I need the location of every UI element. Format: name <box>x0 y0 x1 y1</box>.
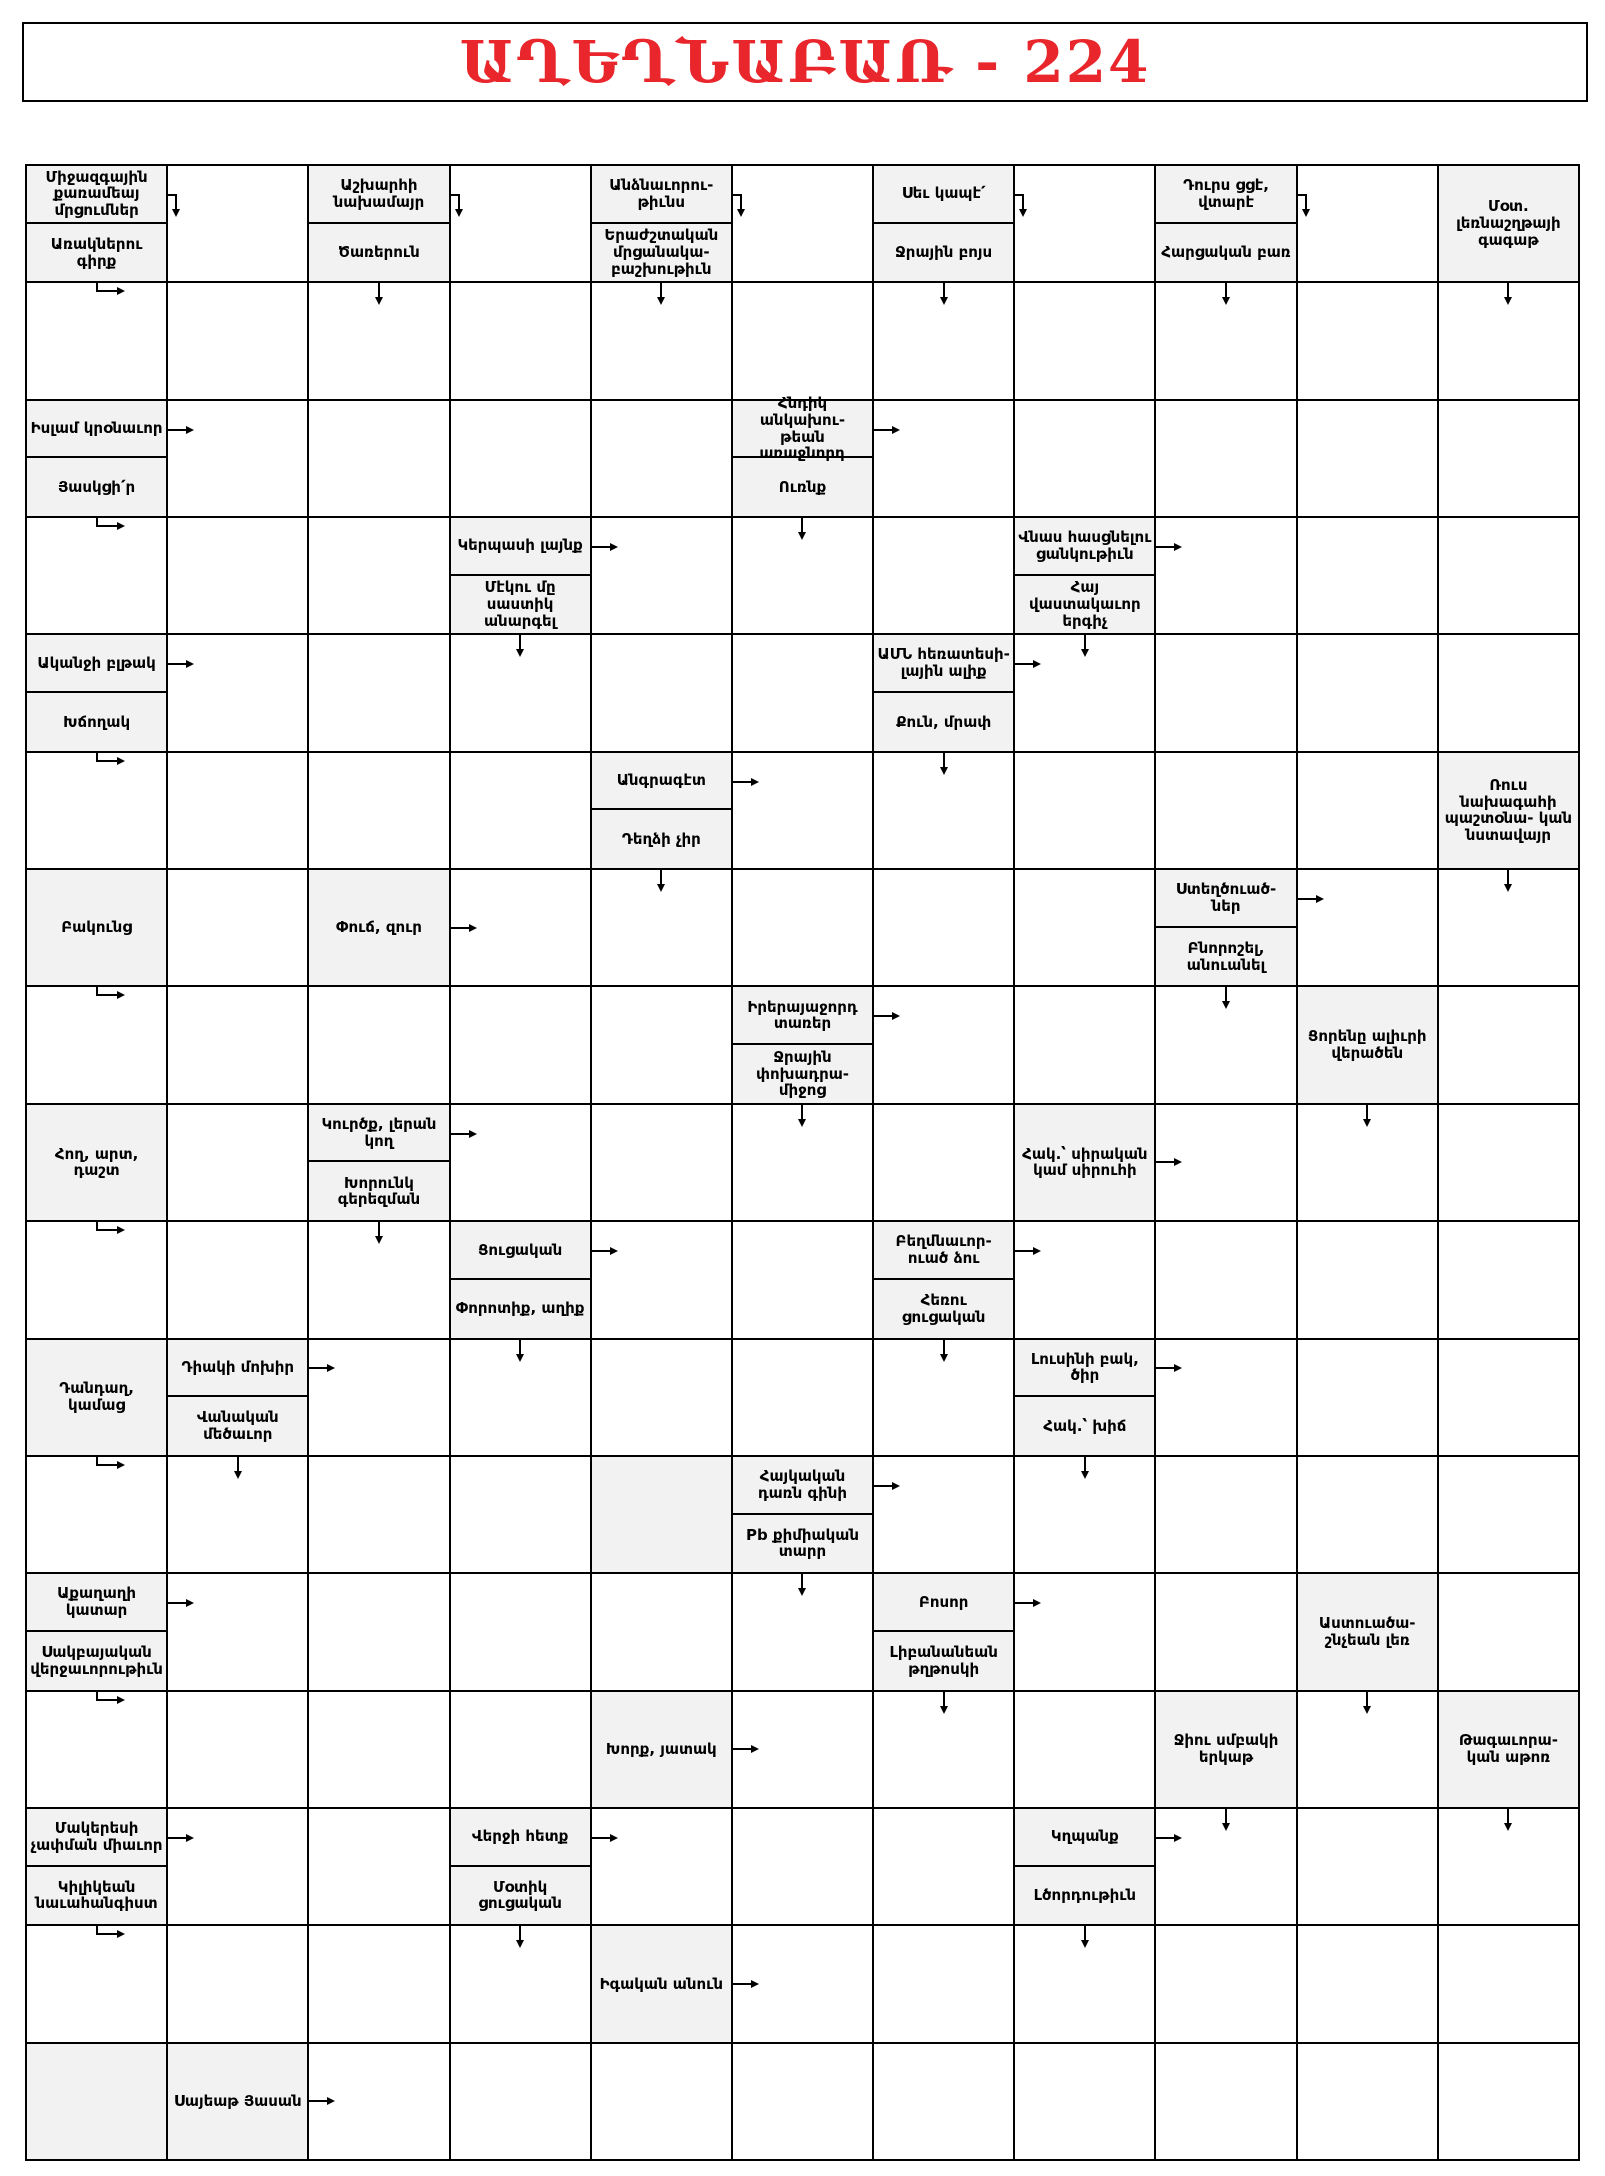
clue-text: Լիբանանեան թղթոսկի <box>889 1642 998 1678</box>
clue-text: Բոսոր <box>874 1574 1013 1632</box>
answer-cell[interactable] <box>1156 635 1297 752</box>
clue-text: Աշխարհի նախամայր <box>309 166 448 224</box>
answer-cell[interactable] <box>168 753 309 870</box>
answer-cell[interactable] <box>1298 2044 1439 2161</box>
answer-cell[interactable] <box>451 2044 592 2161</box>
answer-cell[interactable] <box>451 1692 592 1809</box>
clue-cell <box>1439 166 1580 283</box>
answer-cell[interactable] <box>168 283 309 400</box>
answer-cell[interactable] <box>1015 870 1156 987</box>
answer-cell[interactable] <box>451 283 592 400</box>
answer-cell[interactable] <box>1156 1457 1297 1574</box>
clue-cell <box>1015 1809 1156 1926</box>
clue-text: Ուռնք <box>778 477 827 496</box>
answer-cell[interactable] <box>733 870 874 987</box>
answer-cell[interactable] <box>1015 1574 1156 1691</box>
answer-cell[interactable] <box>1298 753 1439 870</box>
answer-cell[interactable] <box>451 166 592 283</box>
clue-text: Ջիու սմբակի երկաթ <box>1173 1731 1279 1767</box>
answer-cell[interactable] <box>1439 987 1580 1104</box>
clue-text: Առակներու գիրք <box>50 234 143 270</box>
answer-cell[interactable] <box>592 987 733 1104</box>
clue-text: Խճողակ <box>63 712 131 731</box>
answer-cell[interactable] <box>168 401 309 518</box>
answer-cell[interactable] <box>1156 401 1297 518</box>
answer-cell[interactable] <box>168 518 309 635</box>
answer-cell[interactable] <box>1439 1222 1580 1339</box>
answer-cell[interactable] <box>1439 518 1580 635</box>
clue-text: Լծորդութիւն <box>1033 1886 1137 1905</box>
answer-cell[interactable] <box>592 1222 733 1339</box>
answer-cell[interactable] <box>733 2044 874 2161</box>
clue-text: Կղպանք <box>1015 1809 1154 1867</box>
answer-cell[interactable] <box>733 635 874 752</box>
clue-text: Բնորոշել, անուանել <box>1186 938 1266 974</box>
clue-text: Երաժշտական մրցանակա- բաշխութիւն <box>604 226 719 278</box>
answer-cell[interactable] <box>451 987 592 1104</box>
clue-cell <box>733 1457 874 1574</box>
clue-text: Հայ վաստակաւոր երգիչ <box>1029 578 1141 630</box>
answer-cell[interactable] <box>1439 1105 1580 1222</box>
answer-cell[interactable] <box>309 1926 450 2043</box>
clue-text: Հայկական դառն գինի <box>733 1457 872 1515</box>
answer-cell[interactable] <box>1156 753 1297 870</box>
clue-cell <box>874 1222 1015 1339</box>
clue-cell <box>451 1222 592 1339</box>
clue-text: Քուն, մրափ <box>896 712 992 731</box>
clue-cell <box>168 2044 309 2161</box>
answer-cell[interactable] <box>592 401 733 518</box>
answer-cell[interactable] <box>874 401 1015 518</box>
answer-cell[interactable] <box>309 987 450 1104</box>
answer-cell[interactable] <box>1156 2044 1297 2161</box>
clue-text: Վանական մեծաւոր <box>196 1408 279 1444</box>
answer-cell[interactable] <box>451 753 592 870</box>
clue-cell <box>168 1340 309 1457</box>
answer-cell[interactable] <box>168 1222 309 1339</box>
answer-cell[interactable] <box>1156 1222 1297 1339</box>
clue-cell <box>1439 1692 1580 1809</box>
answer-cell[interactable] <box>168 1692 309 1809</box>
answer-cell[interactable] <box>874 1809 1015 1926</box>
answer-cell[interactable] <box>1298 1809 1439 1926</box>
answer-cell[interactable] <box>309 1574 450 1691</box>
clue-text: Մօտիկ ցուցական <box>478 1877 562 1913</box>
clue-cell <box>874 635 1015 752</box>
clue-text: Հակ.՝ խիճ <box>1043 1416 1127 1435</box>
answer-cell[interactable] <box>592 2044 733 2161</box>
clue-text: Իրերայաջորդ տառեր <box>733 987 872 1045</box>
clue-cell <box>1156 1692 1297 1809</box>
answer-cell[interactable] <box>733 1340 874 1457</box>
clue-cell <box>733 987 874 1104</box>
answer-cell[interactable] <box>1015 166 1156 283</box>
answer-cell[interactable] <box>733 1222 874 1339</box>
answer-cell[interactable] <box>168 987 309 1104</box>
clue-text: Անձնաւորու- թիւնս <box>592 166 731 224</box>
clue-cell <box>592 1457 733 1574</box>
answer-cell[interactable] <box>1298 1457 1439 1574</box>
clue-text: Փորոտիք, աղիք <box>455 1299 585 1318</box>
clue-cell <box>592 166 733 283</box>
clue-cell <box>1298 987 1439 1104</box>
clue-text: Հարցական բառ <box>1161 243 1291 262</box>
clue-text: Հեռու ցուցական <box>901 1290 986 1326</box>
answer-cell[interactable] <box>1439 2044 1580 2161</box>
answer-cell[interactable] <box>592 1574 733 1691</box>
answer-cell[interactable] <box>451 1574 592 1691</box>
clue-text: Կուրծք, լերան կող <box>309 1105 448 1163</box>
answer-cell[interactable] <box>733 1809 874 1926</box>
answer-cell[interactable] <box>1015 1222 1156 1339</box>
clue-text: Միջազգային քառամեայ մրցումներ <box>27 166 166 224</box>
clue-text: Աստուածա- շնչեան լեռ <box>1318 1614 1416 1649</box>
clue-text: Կիլիկեան նաւահանգիստ <box>35 1877 158 1913</box>
clue-text: Դեղձի չիր <box>621 829 701 848</box>
clue-cell <box>309 1105 450 1222</box>
clue-text: Ջրային փոխադրա- միջոց <box>755 1047 850 1100</box>
clue-text: Յասկցի՛ր <box>57 477 136 496</box>
clue-text: Հնդիկ անկախու- թեան առաջնորդ <box>733 401 872 459</box>
answer-cell[interactable] <box>733 166 874 283</box>
clue-text: Ստեղծուած- ներ <box>1156 870 1295 928</box>
clue-text: Pb քիմիական տարր <box>745 1525 859 1561</box>
answer-cell[interactable] <box>733 753 874 870</box>
clue-text: Բեղմնաւոր- ուած ձու <box>874 1222 1013 1280</box>
clue-cell <box>1298 1574 1439 1691</box>
clue-text: Հող, արտ, դաշտ <box>54 1144 139 1180</box>
answer-cell[interactable] <box>1015 283 1156 400</box>
answer-cell[interactable] <box>1298 635 1439 752</box>
clue-text: Խորունկ գերեզման <box>337 1173 421 1209</box>
answer-cell[interactable] <box>1298 870 1439 987</box>
clue-text: Թագաւորա- կան աթոռ <box>1458 1731 1558 1767</box>
answer-cell[interactable] <box>1439 401 1580 518</box>
clue-cell <box>309 166 450 283</box>
puzzle-title-box <box>22 22 1588 102</box>
answer-cell[interactable] <box>1156 1340 1297 1457</box>
answer-cell[interactable] <box>1298 1340 1439 1457</box>
answer-cell[interactable] <box>874 518 1015 635</box>
answer-cell[interactable] <box>309 753 450 870</box>
clue-cell <box>1015 1340 1156 1457</box>
answer-cell[interactable] <box>1439 635 1580 752</box>
clue-text: ԱՄՆ հեռատեսի- լային ալիք <box>874 635 1013 693</box>
puzzle-title: ԱՂԵՂՆԱԲԱՌ - 224 <box>459 28 1151 96</box>
answer-cell[interactable] <box>451 1105 592 1222</box>
answer-cell[interactable] <box>733 283 874 400</box>
crossword-grid <box>25 164 1580 2161</box>
clue-text: Ծառերուն <box>338 243 420 262</box>
answer-cell[interactable] <box>309 1457 450 1574</box>
answer-cell[interactable] <box>309 401 450 518</box>
clue-cell <box>27 870 168 987</box>
clue-text: Վերջի հետք <box>451 1809 590 1867</box>
answer-cell[interactable] <box>309 1692 450 1809</box>
answer-cell[interactable] <box>451 401 592 518</box>
clue-cell <box>592 753 733 870</box>
clue-text: Խորք, յատակ <box>605 1739 717 1758</box>
clue-cell <box>27 166 168 283</box>
answer-cell[interactable] <box>1156 1574 1297 1691</box>
answer-cell[interactable] <box>309 1340 450 1457</box>
answer-cell[interactable] <box>592 1105 733 1222</box>
answer-cell[interactable] <box>1298 518 1439 635</box>
clue-cell <box>27 635 168 752</box>
answer-cell[interactable] <box>1015 1692 1156 1809</box>
answer-cell[interactable] <box>1298 166 1439 283</box>
clue-text: Ականջի բլթակ <box>27 635 166 693</box>
answer-cell[interactable] <box>1439 1457 1580 1574</box>
clue-text: Սայեաթ Յասան <box>173 2091 302 2110</box>
answer-cell[interactable] <box>1439 1926 1580 2043</box>
answer-cell[interactable] <box>168 1105 309 1222</box>
answer-cell[interactable] <box>874 1457 1015 1574</box>
clue-text: Սեւ կապէ՛ <box>874 166 1013 224</box>
clue-text: Լուսինի բակ, ծիր <box>1015 1340 1154 1398</box>
answer-cell[interactable] <box>168 1574 309 1691</box>
clue-text: Ռուս նախագահի պաշտօնա- կան նստավայր <box>1444 775 1573 845</box>
answer-cell[interactable] <box>168 870 309 987</box>
answer-cell[interactable] <box>1156 1926 1297 2043</box>
answer-cell[interactable] <box>1015 401 1156 518</box>
clue-text: Դիակի մոխիր <box>168 1340 307 1398</box>
answer-cell[interactable] <box>309 1809 450 1926</box>
clue-text: Իգական անուն <box>599 1974 723 1993</box>
clue-cell <box>27 2044 168 2161</box>
answer-cell[interactable] <box>1439 1340 1580 1457</box>
clue-text: Վնաս հասցնելու ցանկութիւն <box>1015 518 1154 576</box>
answer-cell[interactable] <box>451 1457 592 1574</box>
clue-cell <box>1015 1105 1156 1222</box>
clue-text: Մակերեսի չափման միաւոր <box>27 1809 166 1867</box>
answer-cell[interactable] <box>874 1105 1015 1222</box>
answer-cell[interactable] <box>309 635 450 752</box>
answer-cell[interactable] <box>874 987 1015 1104</box>
answer-cell[interactable] <box>1015 2044 1156 2161</box>
clue-text: Ջրային բոյս <box>895 243 993 262</box>
answer-cell[interactable] <box>592 518 733 635</box>
answer-cell[interactable] <box>874 1926 1015 2043</box>
clue-text: Մօտ. լեռնաշղթայի գագաթ <box>1456 197 1561 250</box>
clue-text: Դանդաղ, կամաց <box>59 1379 134 1415</box>
clue-text: Բակունց <box>61 918 132 937</box>
clue-cell <box>1156 166 1297 283</box>
answer-cell[interactable] <box>874 870 1015 987</box>
answer-cell[interactable] <box>309 518 450 635</box>
answer-cell[interactable] <box>592 1809 733 1926</box>
clue-text: Անգրագէտ <box>592 753 731 811</box>
clue-cell <box>451 518 592 635</box>
clue-text: Կերպասի լայնք <box>451 518 590 576</box>
answer-cell[interactable] <box>1015 753 1156 870</box>
clue-cell <box>592 1926 733 2043</box>
clue-cell <box>27 1809 168 1926</box>
answer-cell[interactable] <box>1298 1926 1439 2043</box>
clue-text: Փուճ, զուր <box>335 918 422 937</box>
clue-cell <box>27 1105 168 1222</box>
clue-text: Մէկու մը սաստիկ անարգել <box>483 578 557 630</box>
clue-text: Աքաղաղի կատար <box>27 1574 166 1632</box>
clue-text: Իսլամ կրօնաւոր <box>27 401 166 459</box>
answer-cell[interactable] <box>1298 1222 1439 1339</box>
answer-cell[interactable] <box>874 2044 1015 2161</box>
clue-cell <box>309 870 450 987</box>
clue-cell <box>1156 870 1297 987</box>
answer-cell[interactable] <box>168 166 309 283</box>
clue-text: Սակբայական վերջաւորութիւն <box>30 1642 163 1678</box>
clue-text: Հակ.՝ սիրական կամ սիրուհի <box>1022 1144 1148 1180</box>
clue-text: Դուրս ցցէ, վտարէ <box>1156 166 1295 224</box>
clue-cell <box>451 1809 592 1926</box>
answer-cell[interactable] <box>168 1809 309 1926</box>
clue-cell <box>733 393 874 518</box>
answer-cell[interactable] <box>592 1340 733 1457</box>
clue-text: Ցորենը ալիւրի վերածեն <box>1307 1027 1427 1063</box>
answer-cell[interactable] <box>592 635 733 752</box>
answer-cell[interactable] <box>1015 987 1156 1104</box>
clue-cell <box>592 1692 733 1809</box>
answer-cell[interactable] <box>1298 401 1439 518</box>
answer-cell[interactable] <box>1298 283 1439 400</box>
clue-cell <box>27 1574 168 1691</box>
clue-cell <box>874 166 1015 283</box>
clue-cell <box>1439 753 1580 870</box>
clue-cell <box>27 401 168 518</box>
answer-cell[interactable] <box>1439 1574 1580 1691</box>
clue-cell <box>27 1340 168 1457</box>
answer-cell[interactable] <box>168 635 309 752</box>
clue-cell <box>874 1574 1015 1691</box>
answer-cell[interactable] <box>1156 518 1297 635</box>
clue-cell <box>1015 518 1156 635</box>
answer-cell[interactable] <box>168 1926 309 2043</box>
clue-text: Ցուցական <box>451 1222 590 1280</box>
